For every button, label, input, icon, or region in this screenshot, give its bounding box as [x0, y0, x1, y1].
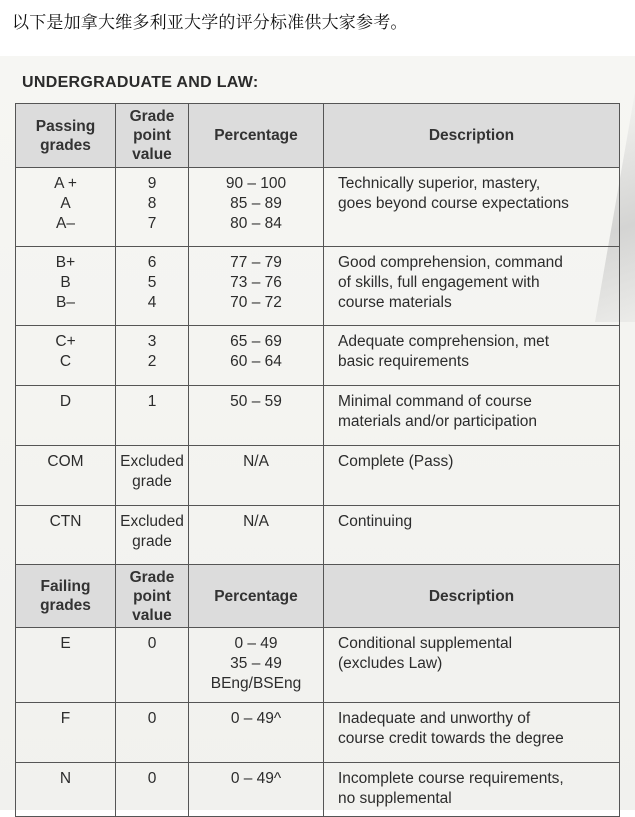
description-cell: Technically superior, mastery, goes beyond course expectations [338, 175, 569, 212]
percentage-cell: 77 – 79 73 – 76 70 – 72 [230, 254, 282, 311]
description-header: Description [324, 565, 620, 628]
grade-cell: C+ C [55, 333, 76, 370]
description-cell: Inadequate and unworthy of course credit towards the degree [338, 710, 564, 747]
percentage-cell: 90 – 100 85 – 89 80 – 84 [225, 175, 287, 232]
point-cell: 1 [147, 393, 157, 410]
table-row [16, 247, 620, 326]
percentage-header: Percentage [189, 565, 324, 628]
description-header: Description [324, 104, 620, 168]
description-cell: Minimal command of course materials and/or participation [338, 393, 538, 430]
grade-cell: CTN [49, 513, 82, 530]
table-row [16, 168, 620, 247]
grade-cell: N [59, 770, 72, 787]
percentage-header: Percentage [189, 104, 324, 168]
intro-text: 以下是加拿大维多利亚大学的评分标准供大家参考。 [12, 13, 408, 33]
grade-cell: A + A A– [54, 175, 77, 232]
point-cell: Excluded grade [120, 513, 184, 550]
table-row [16, 628, 620, 703]
table-row [16, 326, 620, 386]
description-cell: Continuing [338, 513, 413, 530]
failing-header-row [16, 565, 620, 628]
table-row [16, 446, 620, 506]
grade-point-header: Grade point value [116, 104, 189, 168]
description-cell: Conditional supplemental (excludes Law) [338, 635, 513, 672]
grade-point-header: Grade point value [116, 565, 189, 628]
passing-header-row [16, 104, 620, 168]
table-row [16, 763, 620, 817]
grading-scale-table [15, 103, 620, 817]
point-cell: 0 [147, 770, 157, 787]
point-cell: 6 5 4 [147, 254, 157, 311]
point-cell: 3 2 [147, 333, 157, 370]
grade-cell: E [60, 635, 71, 652]
passing-grades-header: Passing grades [16, 104, 116, 168]
failing-grades-header: Failing grades [16, 565, 116, 628]
description-cell: Incomplete course requirements, no supplemental [338, 770, 564, 807]
description-cell: Complete (Pass) [338, 453, 454, 470]
percentage-cell: N/A [243, 453, 269, 470]
percentage-cell: 50 – 59 [230, 393, 282, 410]
percentage-cell: 0 – 49 35 – 49 BEng/BSEng [210, 635, 302, 692]
table-row [16, 703, 620, 763]
description-cell: Good comprehension, command of skills, full engagement with course materials [338, 254, 563, 311]
grade-cell: D [59, 393, 72, 410]
point-cell: 0 [147, 635, 157, 652]
table-row [16, 386, 620, 446]
point-cell: 9 8 7 [147, 175, 157, 232]
grade-cell: F [60, 710, 71, 727]
percentage-cell: 0 – 49^ [230, 710, 282, 727]
table-heading: UNDERGRADUATE AND LAW: [22, 74, 259, 91]
description-cell: Adequate comprehension, met basic requirements [338, 333, 550, 370]
percentage-cell: 65 – 69 60 – 64 [230, 333, 282, 370]
percentage-cell: 0 – 49^ [230, 770, 282, 787]
table-row [16, 506, 620, 565]
grade-cell: COM [47, 453, 84, 470]
point-cell: Excluded grade [120, 453, 184, 490]
point-cell: 0 [147, 710, 157, 727]
grade-cell: B+ B B– [55, 254, 76, 311]
percentage-cell: N/A [243, 513, 269, 530]
